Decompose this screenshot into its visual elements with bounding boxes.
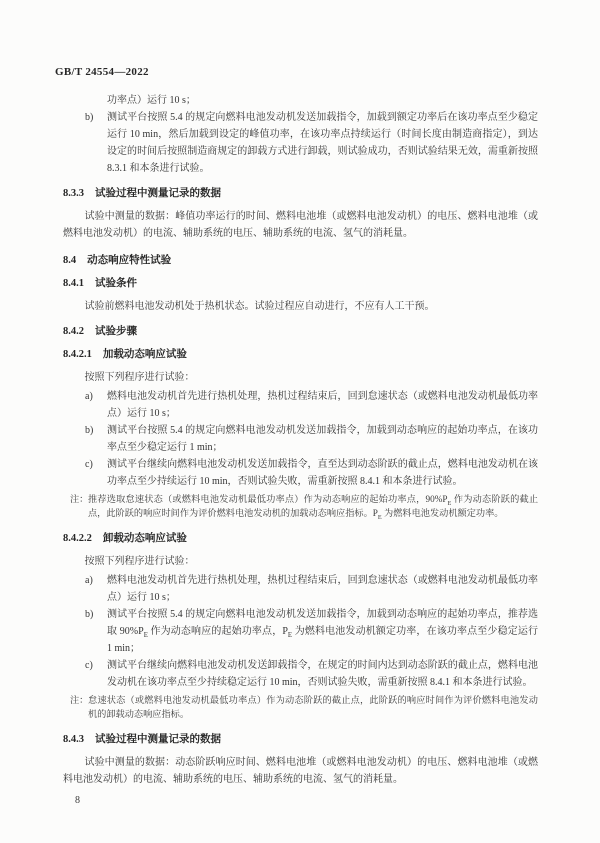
text-fragment: 测试平台按照 5.4 的规定向燃料电池发动机发送加载指令，加载到动态响应的起始功率点，推荐选取 90%P (107, 609, 538, 637)
heading-number: 8.4.2.1 (63, 349, 92, 360)
subscript-E: E (143, 632, 148, 639)
note-label: 注： (70, 695, 89, 705)
list-item-text (107, 606, 538, 657)
heading-title: 试验条件 (95, 278, 137, 289)
subscript-E: E (287, 632, 293, 639)
heading-8-4-2 (63, 324, 538, 339)
procedure-intro: 按照下列程序进行试验： (84, 556, 195, 567)
heading-8-4 (63, 253, 538, 268)
list-item-label: a) (85, 391, 93, 402)
list-item-text: 燃料电池发动机首先进行热机处理，热机过程结束后，回到怠速状态（或燃料电池发动机最低功率点）运行 10 s； (107, 575, 538, 603)
procedure-intro: 按照下列程序进行试验： (84, 372, 195, 383)
list-item-a (85, 572, 538, 606)
heading-number: 8.4.2.2 (63, 533, 92, 544)
doc-number-header: GB/T 24554—2022 (55, 66, 149, 78)
carryover-list (85, 92, 538, 177)
heading-title: 试验步骤 (95, 326, 137, 337)
list-item-label: b) (85, 609, 94, 620)
list-item-a (85, 388, 538, 422)
note-text (88, 493, 538, 520)
list-item-text: 测试平台继续向燃料电池发动机发送加载指令，直至达到动态阶跃的截止点，燃料电池发动机在该功率点至少持续运行 10 min，否则试验失败，需重新按照 8.4.1 和本条进行试验。 (107, 459, 538, 487)
heading-number: 8.3.3 (63, 188, 84, 199)
page-number: 8 (75, 795, 80, 806)
list-item-label: b) (85, 425, 94, 436)
list-item-c (85, 456, 538, 490)
heading-title: 动态响应特性试验 (87, 255, 172, 266)
text-fragment: 为燃料电池发动机额定功率。 (381, 507, 504, 518)
note-text: 怠速状态（或燃料电池发动机最低功率点）作为动态阶跃的截止点，此阶跃的响应时间作为评价燃料电池发动机的卸载动态响应指标。 (88, 695, 538, 719)
heading-8-4-3 (63, 732, 538, 747)
heading-8-4-2-2 (63, 531, 538, 546)
heading-number: 8.4.2 (63, 326, 84, 337)
list-item-text: 测试平台按照 5.4 的规定向燃料电池发动机发送加载指令，加载到动态响应的起始功率点，在该功率点至少稳定运行 1 min； (107, 425, 538, 453)
heading-8-3-3 (63, 186, 538, 201)
list-item-c (85, 657, 538, 691)
list-item-b (85, 109, 538, 177)
procedure-list-8-4-2-2 (85, 572, 538, 691)
heading-title: 加载动态响应试验 (102, 349, 187, 360)
heading-8-4-1 (63, 276, 538, 291)
paragraph-8-4-3: 试验中测量的数据：动态阶跃响应时间、燃料电池堆（或燃料电池发动机）的电压、燃料电池堆（或燃料电池发动机）的电流、辅助系统的电压、辅助系统的电流、氢气的消耗量。 (63, 757, 538, 785)
paragraph-8-4-1: 试验前燃料电池发动机处于热机状态。试验过程应自动进行，不应有人工干预。 (84, 301, 435, 312)
list-item-text: 测试平台继续向燃料电池发动机发送卸载指令，在规定的时间内达到动态阶跃的截止点，燃料电池发动机在该功率点至少持续稳定运行 10 min，否则试验失败，需重新按照 8.4.1 和本条进行试验。 (107, 660, 538, 688)
paragraph-8-3-3: 试验中测量的数据：峰值功率运行的时间、燃料电池堆（或燃料电池发动机）的电压、燃料电池堆（或燃料电池发动机）的电流、辅助系统的电压、辅助系统的电流、氢气的消耗量。 (63, 211, 538, 239)
heading-number: 8.4.1 (63, 278, 84, 289)
heading-number: 8.4 (63, 255, 77, 266)
list-item-label: b) (85, 112, 94, 123)
procedure-list-8-4-2-1 (85, 388, 538, 490)
text-fragment: 作为动态阶跃的截止点，此阶跃的响应时间作为评价燃料电池发动机的加载动态响应指标。P (88, 494, 539, 518)
heading-title: 试验过程中测量记录的数据 (95, 188, 221, 199)
note-8-4-2-2 (70, 694, 538, 721)
list-item-label: c) (85, 660, 93, 671)
note-label: 注： (70, 494, 89, 504)
text-fragment: 作为动态响应的起始功率点，P (147, 626, 288, 637)
list-item-label: a) (85, 575, 93, 586)
list-item-label: c) (85, 459, 93, 470)
list-item-text: 测试平台按照 5.4 的规定向燃料电池发动机发送加载指令，加载到额定功率后在该功率点至少稳定运行 10 min，然后加载到设定的峰值功率，在该功率点持续运行（时间长度由制造商指定），到达设定的时间后按照制造商规定的卸载方式进行卸载，则试验成功，否则试验结果无效，需重新按照 8.3.1 和本条进行试验。 (107, 112, 538, 174)
heading-title: 卸载动态响应试验 (102, 533, 187, 544)
subscript-E: E (377, 513, 382, 521)
heading-number: 8.4.3 (63, 734, 84, 745)
heading-8-4-2-1 (63, 347, 538, 362)
list-item-b (85, 422, 538, 456)
list-item-b (85, 606, 538, 657)
list-item-text: 燃料电池发动机首先进行热机处理，热机过程结束后，回到怠速状态（或燃料电池发动机最低功率点）运行 10 s； (107, 391, 538, 419)
subscript-E: E (447, 499, 452, 507)
heading-title: 试验过程中测量记录的数据 (95, 734, 221, 745)
text-fragment: 推荐选取怠速状态（或燃料电池发动机最低功率点）作为动态响应的起始功率点，90%P (88, 494, 448, 504)
list-item-continuation: 功率点）运行 10 s； (107, 95, 196, 106)
note-8-4-2-1 (70, 493, 538, 520)
text-fragment: 为燃料电池发动机额定功率，在该功率点至少稳定运行 1 min； (107, 626, 539, 654)
